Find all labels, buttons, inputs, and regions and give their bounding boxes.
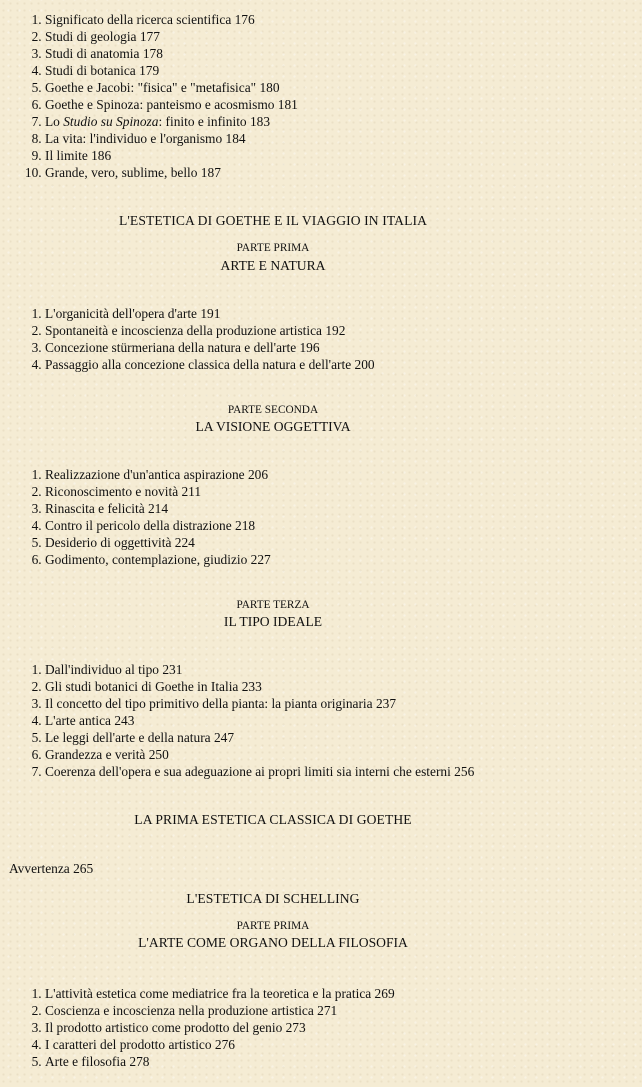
part-title: IL TIPO IDEALE xyxy=(223,614,323,629)
list-item: 4. Studi di botanica 179 xyxy=(45,62,298,79)
list-item: 1. Significato della ricerca scientifica 176 xyxy=(45,11,298,28)
list-item: 4. Passaggio alla concezione classica della natura e dell'arte 200 xyxy=(45,356,375,373)
list-item: 4. I caratteri del prodotto artistico 276 xyxy=(45,1036,395,1053)
list-item: 1. L'attività estetica come mediatrice fra la teoretica e la pratica 269 xyxy=(45,985,395,1002)
item-italic-title: Studio su Spinoza xyxy=(63,114,159,129)
list-item: 3. Studi di anatomia 178 xyxy=(45,45,298,62)
list-item: 2. Riconoscimento e novità 211 xyxy=(45,483,271,500)
list-item: 2. Gli studi botanici di Goethe in Italia 233 xyxy=(45,678,474,695)
list-item: 4. L'arte antica 243 xyxy=(45,712,474,729)
contents-list xyxy=(45,661,474,780)
list-item: 8. La vita: l'individuo e l'organismo 184 xyxy=(45,130,298,147)
list-item xyxy=(45,113,298,130)
list-item: 7. Coerenza dell'opera e sua adeguazione ai propri limiti sia interni che esterni 256 xyxy=(45,763,474,780)
list-item: 6. Goethe e Spinoza: panteismo e acosmismo 181 xyxy=(45,96,298,113)
part-label: PARTE SECONDA xyxy=(227,404,319,416)
list-item: 3. Il concetto del tipo primitivo della pianta: la pianta originaria 237 xyxy=(45,695,474,712)
list-item: 2. Coscienza e incoscienza nella produzione artistica 271 xyxy=(45,1002,395,1019)
item-suffix: : finito e infinito 183 xyxy=(158,114,271,129)
list-item: 5. Desiderio di oggettività 224 xyxy=(45,534,271,551)
part-label: PARTE PRIMA xyxy=(236,242,310,254)
list-item: 3. Concezione stürmeriana della natura e dell'arte 196 xyxy=(45,339,375,356)
list-item: 10. Grande, vero, sublime, bello 187 xyxy=(45,164,298,181)
contents-list xyxy=(45,11,298,181)
part-label: PARTE TERZA xyxy=(236,599,310,611)
list-item: 3. Il prodotto artistico come prodotto del genio 273 xyxy=(45,1019,395,1036)
avvertenza-entry: Avvertenza 265 xyxy=(9,861,94,876)
list-item: 1. Dall'individuo al tipo 231 xyxy=(45,661,474,678)
part-title: L'ARTE COME ORGANO DELLA FILOSOFIA xyxy=(138,935,408,950)
list-item: 4. Contro il pericolo della distrazione 218 xyxy=(45,517,271,534)
list-item: 5. Goethe e Jacobi: "fisica" e "metafisica" 180 xyxy=(45,79,298,96)
section-title: L'ESTETICA DI GOETHE E IL VIAGGIO IN ITALIA xyxy=(118,213,428,228)
list-item: 2. Studi di geologia 177 xyxy=(45,28,298,45)
part-title: LA VISIONE OGGETTIVA xyxy=(195,419,351,434)
item-prefix: Lo xyxy=(45,114,64,129)
contents-list xyxy=(45,985,395,1070)
contents-list xyxy=(45,305,375,373)
list-item: 9. Il limite 186 xyxy=(45,147,298,164)
list-item: 2. Spontaneità e incoscienza della produzione artistica 192 xyxy=(45,322,375,339)
part-label: PARTE PRIMA xyxy=(236,920,310,932)
list-item: 5. Le leggi dell'arte e della natura 247 xyxy=(45,729,474,746)
list-item: 5. Arte e filosofia 278 xyxy=(45,1053,395,1070)
list-item: 1. L'organicità dell'opera d'arte 191 xyxy=(45,305,375,322)
section-title: L'ESTETICA DI SCHELLING xyxy=(186,891,360,906)
list-item: 6. Godimento, contemplazione, giudizio 227 xyxy=(45,551,271,568)
contents-list xyxy=(45,466,271,568)
part-title: ARTE E NATURA xyxy=(220,258,326,273)
list-item: 3. Rinascita e felicità 214 xyxy=(45,500,271,517)
list-item: 1. Realizzazione d'un'antica aspirazione 206 xyxy=(45,466,271,483)
list-item: 6. Grandezza e verità 250 xyxy=(45,746,474,763)
section-title: LA PRIMA ESTETICA CLASSICA DI GOETHE xyxy=(134,812,412,827)
